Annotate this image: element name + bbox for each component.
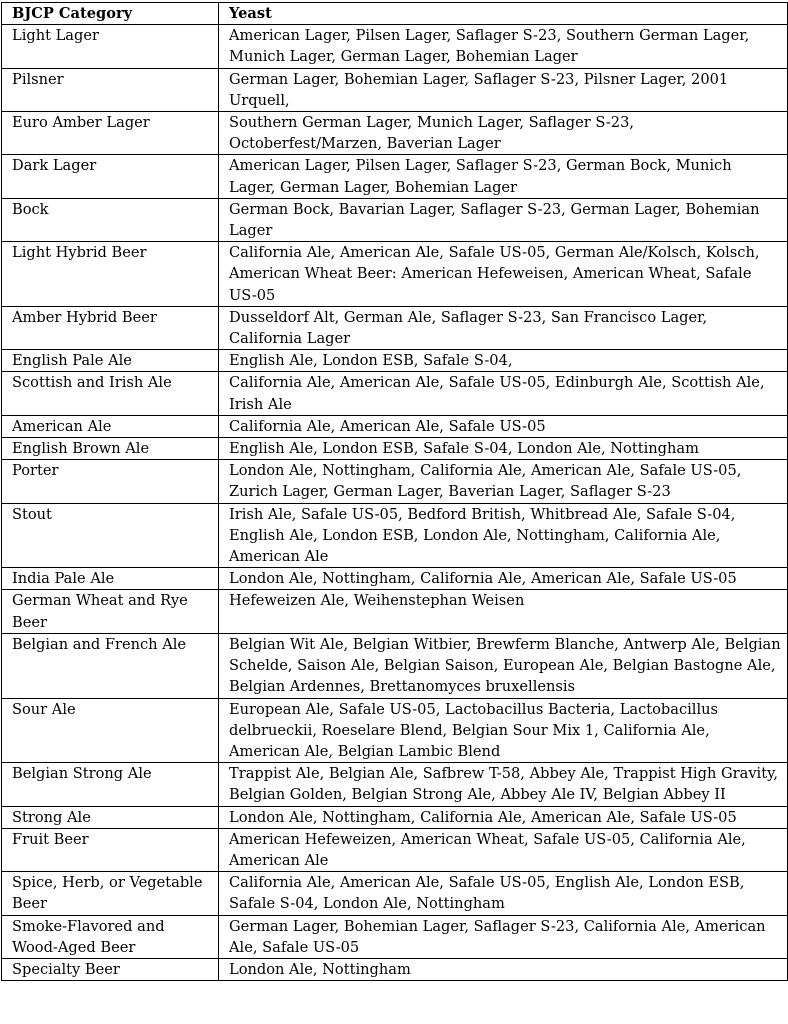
category-cell: Belgian Strong Ale <box>2 763 219 806</box>
yeast-cell: Irish Ale, Safale US-05, Bedford British, Whitbread Ale, Safale S-04, English Ale, London ESB, London Ale, Nottingham, California Ale, American Ale <box>219 503 788 568</box>
table-row <box>2 438 788 460</box>
table-row <box>2 698 788 763</box>
table-row <box>2 198 788 241</box>
table-row <box>2 915 788 958</box>
category-cell: Specialty Beer <box>2 958 219 980</box>
category-cell: Fruit Beer <box>2 828 219 871</box>
yeast-cell: Trappist Ale, Belgian Ale, Safbrew T-58, Abbey Ale, Trappist High Gravity, Belgian Golden, Belgian Strong Ale, Abbey Ale IV, Belgian Abbey II <box>219 763 788 806</box>
yeast-cell: American Lager, Pilsen Lager, Saflager S-23, Southern German Lager, Munich Lager, German Lager, Bohemian Lager <box>219 25 788 68</box>
category-cell: Stout <box>2 503 219 568</box>
table-row <box>2 633 788 698</box>
yeast-cell: Belgian Wit Ale, Belgian Witbier, Brewferm Blanche, Antwerp Ale, Belgian Schelde, Saison Ale, Belgian Saison, European Ale, Belgian Bastogne Ale, Belgian Ardennes, Brettanomyces bruxellensis <box>219 633 788 698</box>
table-row <box>2 872 788 915</box>
category-cell: India Pale Ale <box>2 568 219 590</box>
table-row <box>2 415 788 437</box>
category-cell: German Wheat and Rye Beer <box>2 590 219 633</box>
category-cell: Smoke-Flavored and Wood-Aged Beer <box>2 915 219 958</box>
category-cell: Scottish and Irish Ale <box>2 372 219 415</box>
category-cell: Amber Hybrid Beer <box>2 306 219 349</box>
yeast-cell: English Ale, London ESB, Safale S-04, <box>219 350 788 372</box>
category-cell: Euro Amber Lager <box>2 112 219 155</box>
table-row <box>2 806 788 828</box>
table-row <box>2 68 788 111</box>
yeast-cell: German Bock, Bavarian Lager, Saflager S-23, German Lager, Bohemian Lager <box>219 198 788 241</box>
category-cell: Light Hybrid Beer <box>2 242 219 307</box>
table-row <box>2 503 788 568</box>
table-row <box>2 460 788 503</box>
table-row <box>2 828 788 871</box>
yeast-cell: German Lager, Bohemian Lager, Saflager S-23, Pilsner Lager, 2001 Urquell, <box>219 68 788 111</box>
table-body <box>2 25 788 981</box>
category-cell: English Pale Ale <box>2 350 219 372</box>
category-cell: Strong Ale <box>2 806 219 828</box>
category-cell: Sour Ale <box>2 698 219 763</box>
bjcp-yeast-table <box>1 2 788 981</box>
table-row <box>2 306 788 349</box>
category-cell: Dark Lager <box>2 155 219 198</box>
yeast-cell: London Ale, Nottingham, California Ale, American Ale, Safale US-05, Zurich Lager, German Lager, Baverian Lager, Saflager S-23 <box>219 460 788 503</box>
table-row <box>2 25 788 68</box>
category-cell: Bock <box>2 198 219 241</box>
table-row <box>2 372 788 415</box>
category-cell: American Ale <box>2 415 219 437</box>
yeast-cell: California Ale, American Ale, Safale US-05, Edinburgh Ale, Scottish Ale, Irish Ale <box>219 372 788 415</box>
yeast-cell: California Ale, American Ale, Safale US-05 <box>219 415 788 437</box>
category-cell: Porter <box>2 460 219 503</box>
table-row <box>2 763 788 806</box>
header-yeast: Yeast <box>219 3 788 25</box>
yeast-cell: Southern German Lager, Munich Lager, Saflager S-23, Octoberfest/Marzen, Baverian Lager <box>219 112 788 155</box>
yeast-cell: American Lager, Pilsen Lager, Saflager S-23, German Bock, Munich Lager, German Lager, Bohemian Lager <box>219 155 788 198</box>
yeast-cell: London Ale, Nottingham, California Ale, American Ale, Safale US-05 <box>219 806 788 828</box>
category-cell: Belgian and French Ale <box>2 633 219 698</box>
category-cell: Spice, Herb, or Vegetable Beer <box>2 872 219 915</box>
category-cell: Pilsner <box>2 68 219 111</box>
table-row <box>2 242 788 307</box>
table-row <box>2 958 788 980</box>
category-cell: Light Lager <box>2 25 219 68</box>
yeast-cell: American Hefeweizen, American Wheat, Safale US-05, California Ale, American Ale <box>219 828 788 871</box>
yeast-cell: London Ale, Nottingham, California Ale, American Ale, Safale US-05 <box>219 568 788 590</box>
yeast-cell: European Ale, Safale US-05, Lactobacillus Bacteria, Lactobacillus delbrueckii, Roeselare Blend, Belgian Sour Mix 1, California Ale, American Ale, Belgian Lambic Blend <box>219 698 788 763</box>
table-row <box>2 112 788 155</box>
table-row <box>2 568 788 590</box>
category-cell: English Brown Ale <box>2 438 219 460</box>
yeast-cell: English Ale, London ESB, Safale S-04, London Ale, Nottingham <box>219 438 788 460</box>
table-row <box>2 590 788 633</box>
header-bjcp-category: BJCP Category <box>2 3 219 25</box>
yeast-cell: California Ale, American Ale, Safale US-05, English Ale, London ESB, Safale S-04, London Ale, Nottingham <box>219 872 788 915</box>
table-row <box>2 155 788 198</box>
yeast-cell: Dusseldorf Alt, German Ale, Saflager S-23, San Francisco Lager, California Lager <box>219 306 788 349</box>
yeast-cell: London Ale, Nottingham <box>219 958 788 980</box>
yeast-cell: German Lager, Bohemian Lager, Saflager S-23, California Ale, American Ale, Safale US-05 <box>219 915 788 958</box>
yeast-cell: California Ale, American Ale, Safale US-05, German Ale/Kolsch, Kolsch, American Wheat Beer: American Hefeweisen, American Wheat, Safale US-05 <box>219 242 788 307</box>
table-header-row <box>2 3 788 25</box>
table-row <box>2 350 788 372</box>
yeast-cell: Hefeweizen Ale, Weihenstephan Weisen <box>219 590 788 633</box>
